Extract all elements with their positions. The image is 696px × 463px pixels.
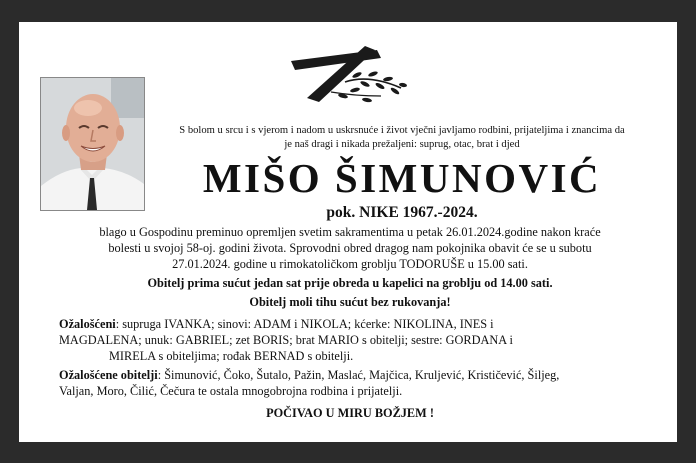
- portrait-illustration: [41, 78, 144, 210]
- announcement-line-2: bolesti u svojoj 58-oj. godini života. Sprovodni obred dragog nam pokojnika obavit će se u subotu: [108, 241, 592, 255]
- portrait-photo: [40, 77, 145, 211]
- mourners-line-1: : supruga IVANKA; sinovi: ADAM i NIKOLA; kćerke: NIKOLINA, INES i: [115, 317, 494, 331]
- announcement-line-1: blago u Gospodinu preminuo opremljen svetim sakramentima u petak 26.01.2024.godine nakon kraće: [99, 225, 601, 239]
- intro-line-1: S bolom u srcu i s vjerom i nadom u uskrsnuće i život vječni javljamo rodbini, prijateljima i znancima da: [179, 125, 625, 136]
- condolence-line-2: Obitelj moli tihu sućut bez rukovanja!: [249, 295, 451, 309]
- families-label: Ožalošćene obitelji: [59, 368, 158, 382]
- obituary-body: [45, 224, 655, 421]
- condolence-line-1: Obitelj prima sućut jedan sat prije obreda u kapelici na groblju od 14.00 sati.: [147, 276, 553, 290]
- deceased-subtitle: pok. NIKE 1967.-2024.: [326, 204, 478, 221]
- cross-emblem-icon: [285, 44, 413, 106]
- families-paragraph: [45, 367, 655, 399]
- intro-line-2: je naš dragi i nikada prežaljeni: suprug, otac, brat i djed: [284, 139, 520, 150]
- families-line-1: : Šimunović, Čoko, Šutalo, Pažin, Maslać, Majčica, Kruljević, Krističević, Šiljeg,: [157, 368, 560, 382]
- mourners-line-3: MIRELA s obiteljima; rođak BERNAD s obitelji.: [109, 349, 354, 363]
- deceased-name: MIŠO ŠIMUNOVIĆ: [202, 155, 602, 201]
- mourners-label: Ožalošćeni: [59, 317, 116, 331]
- families-line-2: Valjan, Moro, Čilić, Čečura te ostala mnogobrojna rodbina i prijatelji.: [59, 384, 403, 398]
- intro-text: [147, 124, 657, 152]
- obituary-card: [19, 22, 677, 442]
- closing-line: POČIVAO U MIRU BOŽJEM !: [266, 406, 434, 420]
- announcement-line-3: 27.01.2024. godine u rimokatoličkom groblju TODORUŠE u 15.00 sati.: [172, 257, 528, 271]
- mourners-paragraph: [45, 316, 655, 364]
- mourners-line-2: MAGDALENA; unuk: GABRIEL; zet BORIS; brat MARIO s obitelji; sestre: GORDANA i: [59, 333, 513, 347]
